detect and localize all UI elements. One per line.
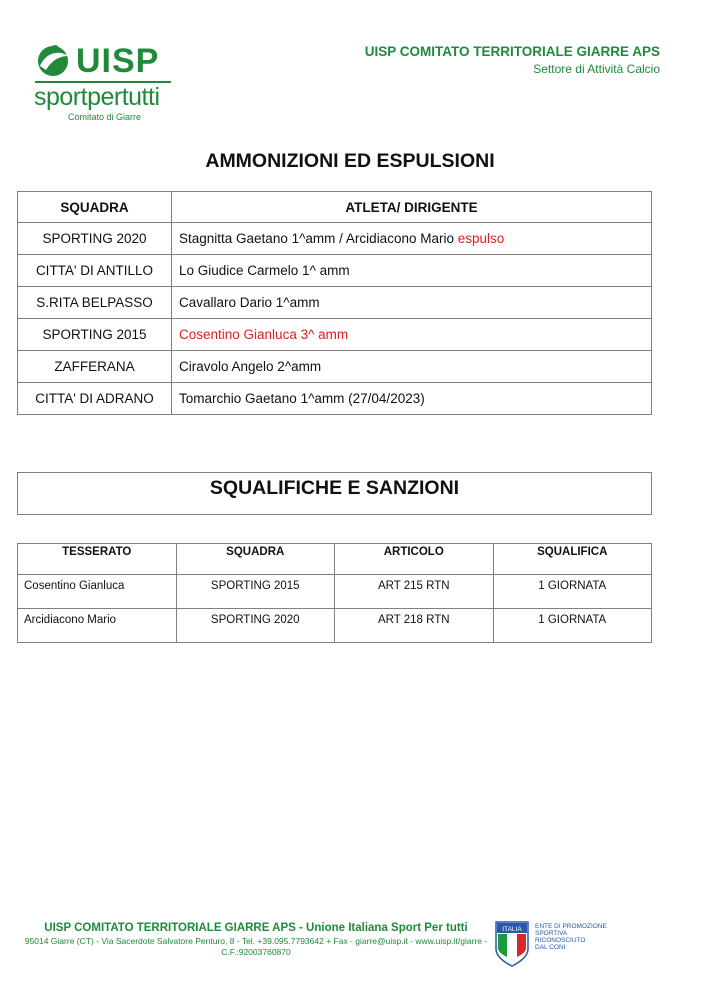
cell-team: SPORTING 2020 [18,223,172,255]
section-title-suspensions: SQUALIFICHE E SANZIONI [209,477,460,499]
table-row [18,223,652,255]
logo-word: UISP [76,42,160,80]
col-header-team: SQUADRA [18,192,172,223]
cell-team: ZAFFERANA [18,351,172,383]
uisp-logo [30,40,180,126]
cell-athlete [172,383,652,415]
athlete-text: Stagnitta Gaetano 1^amm / Arcidiacono Mario [179,231,458,246]
cell-suspension: 1 GIORNATA [493,575,652,609]
cell-athlete [172,223,652,255]
table-row [18,609,652,643]
table-header-row [18,192,652,223]
cell-member: Arcidiacono Mario [18,609,177,643]
athlete-text: Tomarchio Gaetano 1^amm (27/04/2023) [179,391,425,406]
header-sector: Settore di Attività Calcio [533,62,660,76]
table-row [18,287,652,319]
col-header-suspension: SQUALIFICA [493,544,652,575]
col-header-athlete: ATLETA/ DIRIGENTE [172,192,652,223]
athlete-text: Lo Giudice Carmelo 1^ amm [179,263,350,278]
cell-member: Cosentino Gianluca [18,575,177,609]
cell-team: SPORTING 2020 [176,609,335,643]
logo-subtitle: Comitato di Giarre [68,112,142,122]
cell-athlete [172,255,652,287]
table-row [18,255,652,287]
section-title-box [17,472,652,515]
athlete-text: Cavallaro Dario 1^amm [179,295,320,310]
coni-text: SPORTIVA [535,930,568,937]
section-title-cautions: AMMONIZIONI ED ESPULSIONI [205,150,495,172]
cell-team: SPORTING 2015 [18,319,172,351]
header-org-name: UISP COMITATO TERRITORIALE GIARRE APS [364,44,660,59]
col-header-article: ARTICOLO [335,544,494,575]
coni-text: DAL CONI [535,944,566,951]
coni-badge-text: ITALIA [502,926,522,933]
uisp-emblem-icon [32,42,74,80]
suspensions-table [17,543,652,643]
cell-article: ART 215 RTN [335,575,494,609]
cell-article: ART 218 RTN [335,609,494,643]
athlete-text-red: Cosentino Gianluca 3^ amm [179,327,349,342]
table-row [18,383,652,415]
cell-athlete [172,319,652,351]
table-row [18,575,652,609]
coni-text: ENTE DI PROMOZIONE [535,923,607,930]
col-header-member: TESSERATO [18,544,177,575]
athlete-text: Ciravolo Angelo 2^amm [179,359,322,374]
footer-org-line: UISP COMITATO TERRITORIALE GIARRE APS - Unione Italiana Sport Per tutti [44,922,468,934]
cell-team: CITTA' DI ANTILLO [18,255,172,287]
athlete-text-red: espulso [457,231,505,246]
footer-tax-code: C.F.:92003760870 [221,947,291,957]
cell-team: S.RITA BELPASSO [18,287,172,319]
cell-suspension: 1 GIORNATA [493,609,652,643]
logo-tagline: sportpertutti [34,83,160,111]
cell-team: CITTA' DI ADRANO [18,383,172,415]
cell-athlete [172,287,652,319]
coni-shield-icon [495,921,529,967]
cell-team: SPORTING 2015 [176,575,335,609]
footer-address-line: 95014 Giarre (CT) - Via Sacerdote Salvatore Penturo, 8 - Tel. +39.095.7793642 + Fax - giarre@uisp.it - www.uisp.it/giarre - [24,936,488,946]
cautions-table [17,191,652,415]
col-header-team: SQUADRA [176,544,335,575]
table-row [18,319,652,351]
coni-recognition-logo [495,921,615,967]
coni-text: RICONOSCIUTO [535,937,586,944]
table-header-row [18,544,652,575]
cell-athlete [172,351,652,383]
table-row [18,351,652,383]
